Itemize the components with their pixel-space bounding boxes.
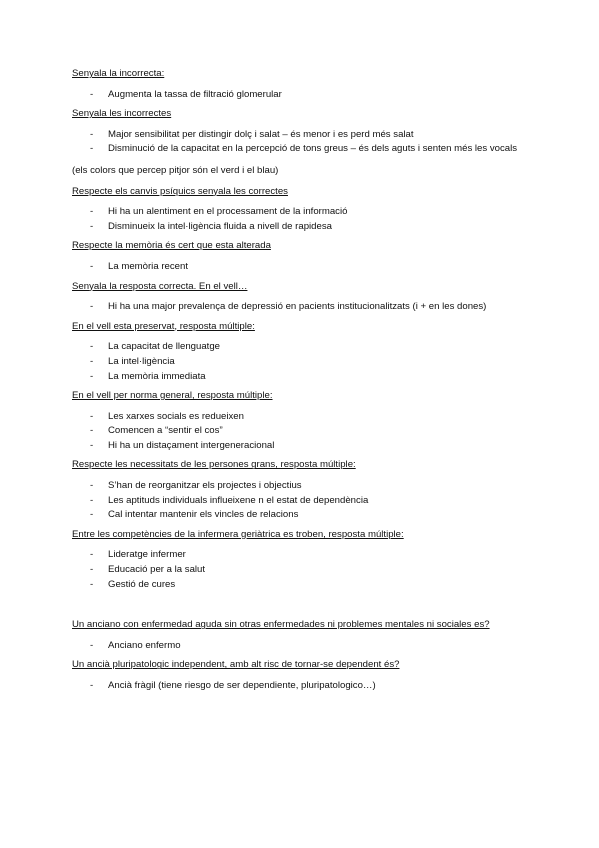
question-heading: Senyala les incorrectes [72,108,172,120]
answer-item [72,355,542,370]
answer-item [72,142,542,157]
question-heading: Senyala la resposta correcta. En el vell… [72,280,248,292]
answer-list [72,88,542,103]
dash-bullet: - [90,88,94,100]
dash-bullet: - [90,564,94,576]
answer-text: Disminueix la intel·ligència fluida a nivell de rapidesa [108,220,332,232]
answer-list [72,410,542,454]
dash-bullet: - [90,509,94,521]
blank-gap [72,597,542,618]
dash-bullet: - [90,341,94,353]
dash-bullet: - [90,410,94,422]
dash-bullet: - [90,260,94,272]
answer-item [72,548,542,563]
answer-text: La memòria immediata [108,370,206,382]
dash-bullet: - [90,128,94,140]
question-block [72,458,542,522]
answer-item [72,260,542,275]
question-heading: En el vell esta preservat, resposta múltiple: [72,320,255,332]
answer-item [72,300,542,315]
dash-bullet: - [90,494,94,506]
answer-text: Augmenta la tassa de filtració glomerular [108,88,282,100]
answer-text: S’han de reorganitzar els projectes i objectius [108,480,302,492]
answer-text: Comencen a “sentir el cos” [108,425,223,437]
question-block [72,185,542,235]
question-heading: Un ancià pluripatologic independent, amb alt risc de tornar-se dependent és? [72,659,400,671]
answer-list [72,340,542,384]
answer-list [72,300,542,315]
dash-bullet: - [90,425,94,437]
question-heading: Senyala la incorrecta: [72,68,165,79]
answer-item [72,340,542,355]
answer-text: Disminució de la capacitat en la percepció de tons greus – és dels aguts i senten més les vocals [108,143,518,155]
answer-item [72,578,542,593]
dash-bullet: - [90,370,94,382]
dash-bullet: - [90,480,94,492]
question-block [72,67,542,102]
answer-item [72,494,542,509]
answer-text: Hi ha un distaçament intergeneracional [108,439,275,451]
answer-list [72,639,542,654]
answer-list [72,479,542,523]
dash-bullet: - [90,439,94,451]
question-heading: Respecte la memòria és cert que esta alterada [72,240,271,252]
question-block [72,389,542,453]
answer-item [72,370,542,385]
question-heading: Respecte les necessitats de les persones grans, resposta múltiple: [72,459,356,471]
answer-list [72,548,542,592]
answer-item [72,508,542,523]
answer-text: Major sensibilitat per distingir dolç i salat – és menor i es perd més salat [108,128,414,140]
dash-bullet: - [90,549,94,561]
answer-text: Gestió de cures [108,578,176,590]
question-block [72,107,542,178]
answer-item [72,410,542,425]
answer-list [72,128,542,157]
answer-text: Les xarxes socials es redueixen [108,410,244,422]
dash-bullet: - [90,301,94,313]
question-block [72,320,542,384]
answer-text: La intel·ligència [108,355,175,367]
answer-item [72,479,542,494]
question-heading: Un anciano con enfermedad aguda sin otras enfermedades ni problemes mentales ni sociales es? [72,619,490,631]
answer-text: Hi ha una major prevalença de depressió en pacients institucionalitzats (i + en les dones) [108,301,487,313]
answer-list [72,205,542,234]
dash-bullet: - [90,680,94,691]
document-page [72,67,542,699]
answer-item [72,205,542,220]
answer-text: Ancià fràgil (tiene riesgo de ser dependiente, pluripatologico…) [108,680,376,691]
answer-text: Lideratge infermer [108,549,186,561]
dash-bullet: - [90,639,94,651]
answer-item [72,639,542,654]
answer-item [72,563,542,578]
dash-bullet: - [90,206,94,218]
question-heading: Entre les competències de la infermera geriàtrica es troben, resposta múltiple: [72,528,404,540]
question-block [72,239,542,274]
answer-text: Educació per a la salut [108,564,206,576]
question-block [72,528,542,592]
question-block [72,280,542,315]
dash-bullet: - [90,578,94,590]
answer-item [72,220,542,235]
answer-text: Cal intentar mantenir els vincles de relacions [108,509,299,521]
question-heading: En el vell per norma general, resposta múltiple: [72,390,273,402]
note-text: (els colors que percep pitjor són el verd i el blau) [72,164,279,176]
answer-item [72,439,542,454]
answer-list [72,260,542,275]
answer-item [72,88,542,103]
question-block [72,618,542,653]
answer-text: Hi ha un alentiment en el processament de la informació [108,206,348,218]
answer-list [72,679,542,694]
answer-text: La capacitat de llenguatge [108,341,221,353]
answer-text: Anciano enfermo [108,639,181,651]
question-heading: Respecte els canvis psíquics senyala les correctes [72,185,288,197]
answer-text: Les aptituds individuals influeixene n el estat de dependència [108,494,369,506]
answer-item [72,128,542,143]
answer-item [72,424,542,439]
dash-bullet: - [90,355,94,367]
answer-item [72,679,542,694]
dash-bullet: - [90,220,94,232]
question-block [72,658,542,693]
answer-text: La memòria recent [108,260,188,272]
dash-bullet: - [90,143,94,155]
